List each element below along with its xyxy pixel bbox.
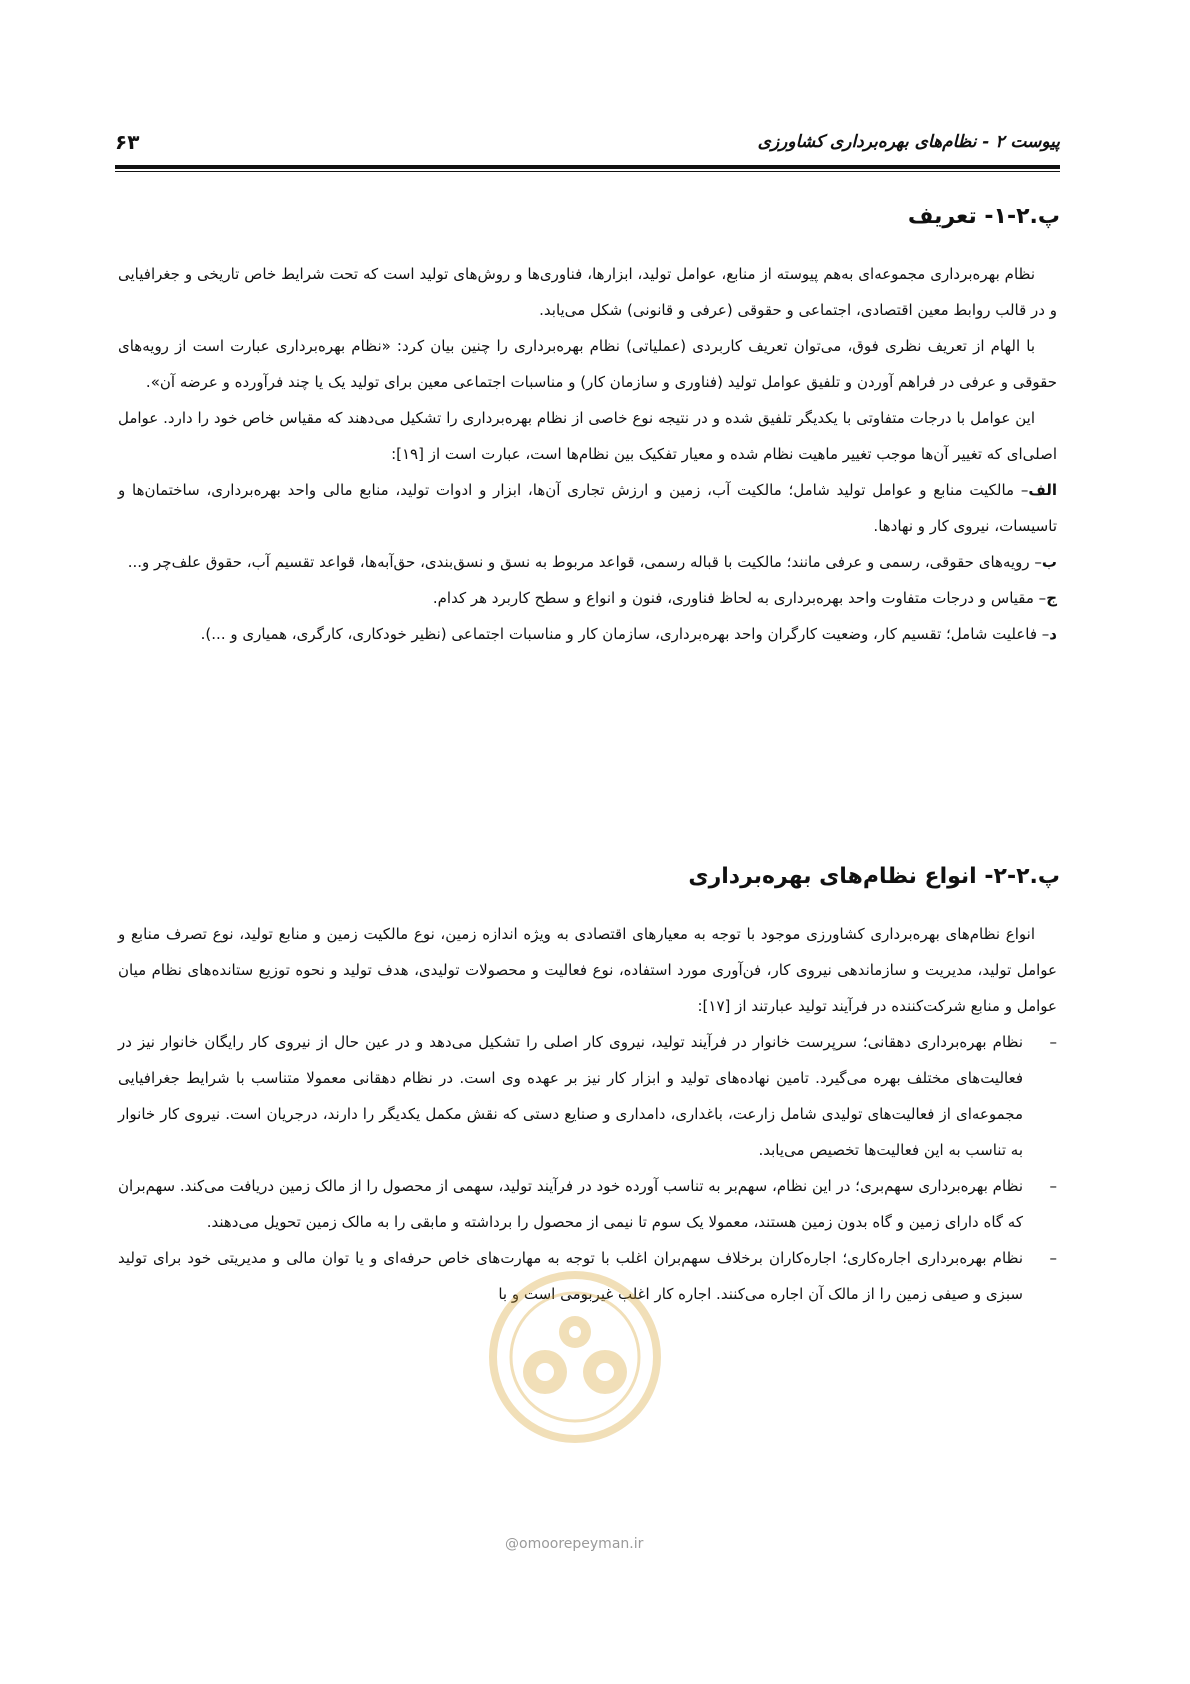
paragraph: با الهام از تعریف نظری فوق، می‌توان تعریف کاربردی (عملیاتی) نظام بهره‌برداری را چنین بیان کرد: «نظام بهره‌برداری عبارت است از رویه‌های حقوقی و عرفی در فراهم آوردن و تلفیق عوامل تولید (فناوری و سازمان کار) و مناسبات اجتماعی معین برای تولید یک یا چند فرآورده و عرضه آن».: [118, 337, 1057, 391]
list-item-dehghani: [118, 1024, 1057, 1168]
item-label: د: [1049, 625, 1057, 643]
list-item-alef: [118, 472, 1057, 544]
item-text: – فاعلیت شامل؛ تقسیم کار، وضعیت کارگران واحد بهره‌برداری، سازمان کار و مناسبات اجتماعی (نظیر خودکاری، کارگری، همیاری و ...).: [200, 625, 1050, 643]
list-item-jim: [118, 580, 1057, 616]
item-text: نظام بهره‌برداری سهم‌بری؛ در این نظام، سهم‌بر به تناسب آورده خود در فرآیند تولید، سهمی از محصول را از مالک زمین دریافت می‌کند. سهم‌بران که گاه دارای زمین و گاه بدون زمین هستند، معمولا یک سوم تا نیمی از محصول را برداشته و مابقی را به مالک زمین تحویل می‌دهند.: [118, 1177, 1023, 1231]
section1-body: [118, 256, 1057, 652]
header-rule-thick: [115, 165, 1060, 169]
watermark-site-text: @omoorepeyman.ir: [505, 1536, 644, 1552]
dash-marker: –: [1049, 1249, 1057, 1267]
section2-intro: [118, 916, 1057, 1024]
item-text: نظام بهره‌برداری دهقانی؛ سرپرست خانوار در فرآیند تولید، نیروی کار اصلی را تشکیل می‌دهد و در عین حال از نیروی کار رایگان خانوار نیز در فعالیت‌های مختلف بهره می‌گیرد. تامین نهاده‌های تولید و ابزار کار نیز بر عهده وی است. در نظام دهقانی معمولا متناسب با شرایط جغرافیایی مجموعه‌ای از فعالیت‌های تولیدی شامل زارعت، باغداری، دامداری و صنایع دستی که نقش مکمل یکدیگر را دارند، درجریان است. نیروی کار خانوار به تناسب به این فعالیت‌ها تخصیص می‌یابد.: [118, 1033, 1023, 1159]
list-item-dal: [118, 616, 1057, 652]
paragraph: انواع نظام‌های بهره‌برداری کشاورزی موجود با توجه به معیارهای اقتصادی به ویژه اندازه زمین، نوع مالکیت زمین و منابع تولید، نوع تصرف منابع و عوامل تولید، مدیریت و سازماندهی نیروی کار، فن‌آوری مورد استفاده، نوع فعالیت و محصولات تولیدی، هدف تولید و نحوه توزیع ستانده‌های نظام میان عوامل و منابع شرکت‌کننده در فرآیند تولید عبارتند از [۱۷]:: [118, 925, 1057, 1015]
paragraph: این عوامل با درجات متفاوتی با یکدیگر تلفیق شده و در نتیجه نوع خاصی از نظام بهره‌برداری را تشکیل می‌دهند که مقیاس خاص خود را دارد. عوامل اصلی‌ای که تغییر آن‌ها موجب تغییر ماهیت نظام شده و معیار تفکیک بین نظام‌ها است، عبارت است از [۱۹]:: [118, 409, 1057, 463]
paragraph: نظام بهره‌برداری مجموعه‌ای به‌هم پیوسته از منابع، عوامل تولید، ابزارها، فناوری‌ها و روش‌های تولید است که تحت شرایط خاص تاریخی و جغرافیایی و در قالب روابط معین اقتصادی، اجتماعی و حقوقی (عرفی و قانونی) شکل می‌یابد.: [118, 265, 1057, 319]
item-text: – مقیاس و درجات متفاوت واحد بهره‌برداری به لحاظ فناوری، فنون و انواع و سطح کاربرد هر کدام.: [432, 589, 1047, 607]
item-text: – رویه‌های حقوقی، رسمی و عرفی مانند؛ مالکیت با قباله رسمی، قواعد مربوط به نسق و نسق‌بندی، حق‌آبه‌ها، قواعد تقسیم آب، حقوق علف‌چر و...: [127, 553, 1042, 571]
dash-marker: –: [1049, 1033, 1057, 1051]
header-title: پیوست ۲ - نظام‌های بهره‌برداری کشاورزی: [757, 132, 1060, 152]
item-text: – مالکیت منابع و عوامل تولید شامل؛ مالکیت آب، زمین و ارزش تجاری آن‌ها، ابزار و ادوات تولید، منابع مالی واحد بهره‌برداری، ساختمان‌ها و تاسیسات، نیروی کار و نهادها.: [118, 481, 1057, 535]
running-header: [115, 130, 1060, 164]
item-label: ج: [1046, 589, 1057, 607]
types-list: [118, 1024, 1057, 1312]
item-label: الف: [1028, 481, 1057, 499]
dash-marker: –: [1049, 1177, 1057, 1195]
list-item-sahmbari: [118, 1168, 1057, 1240]
list-item-ejarekari: [118, 1240, 1057, 1312]
section-heading-types: پ.۲-۲- انواع نظام‌های بهره‌برداری: [688, 864, 1060, 889]
section-heading-definition: پ.۲-۱- تعریف: [907, 204, 1060, 229]
item-text: نظام بهره‌برداری اجاره‌کاری؛ اجاره‌کاران برخلاف سهم‌بران اغلب با توجه به مهارت‌های خاص حرفه‌ای و یا توان مالی و مدیریتی خود برای تولید سبزی و صیفی زمین را از مالک آن اجاره می‌کنند. اجاره کار اغلب غیربومی است و با: [118, 1249, 1023, 1303]
page-number: ۶۳: [115, 130, 140, 154]
header-rule-thin: [115, 171, 1060, 172]
item-label: ب: [1041, 553, 1057, 571]
list-item-be: [118, 544, 1057, 580]
